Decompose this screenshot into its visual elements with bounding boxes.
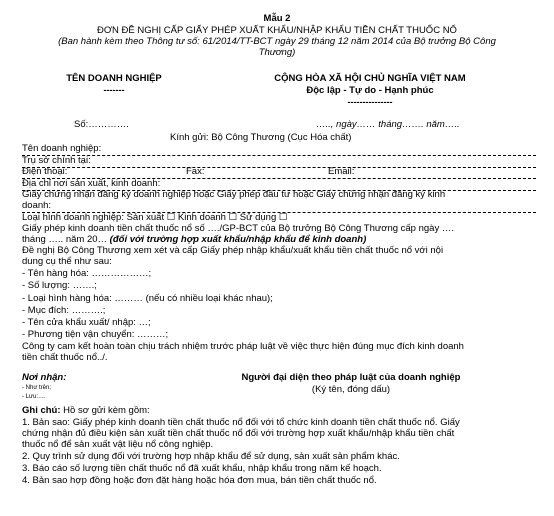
fax-field-label: Fax: xyxy=(186,166,205,177)
form-number: Mẫu 2 xyxy=(263,13,291,24)
note-line: 3. Báo cáo số lượng tiền chất thuốc nổ đã xuất khẩu, nhập khẩu trong năm kế hoạch. xyxy=(22,463,382,474)
motto-separator: --------------- xyxy=(347,97,393,107)
commitment-line-1: Công ty cam kết hoàn toàn chịu trách nhiệm trước pháp luật về việc thực hiện đúng mục đích kinh doanh xyxy=(22,341,464,352)
recipient-item: - Lưu:…. xyxy=(22,394,46,400)
item-goods-name: - Tên hàng hóa: ………………; xyxy=(22,268,152,279)
registration-cert-line-2: doanh: xyxy=(22,200,52,211)
item-goods-type: - Loại hình hàng hóa: ……… (nếu có nhiều loại khác nhau); xyxy=(22,293,273,304)
national-motto: Độc lập - Tự do - Hạnh phúc xyxy=(306,85,434,96)
notes-intro: Hồ sơ gửi kèm gồm: xyxy=(60,405,150,416)
note-line: 4. Bản sao hợp đồng hoặc đơn đặt hàng hoặc hóa đơn mua, bán tiền chất thuốc nổ. xyxy=(22,475,377,486)
item-quantity: - Số lượng: …….; xyxy=(22,280,97,291)
document-number: Số:…………. xyxy=(74,119,129,130)
note-line: 2. Quy trình sử dụng đối với trường hợp nhập khẩu để sử dụng, sản xuất sản phẩm khác. xyxy=(22,451,400,462)
note-line: chứng nhận đủ điều kiện sản xuất tiền chất thuốc nổ đối với trường hợp xuất khẩu/nhập khẩu tiền chất xyxy=(22,428,455,439)
item-border-gate: - Tên cửa khẩu xuất/ nhập: …; xyxy=(22,317,151,328)
email-field-label: Email: xyxy=(328,166,355,177)
head-office-field-label: Trụ sở chính tại: xyxy=(22,155,91,166)
recipients-label: Nơi nhận: xyxy=(22,372,67,383)
item-transport: - Phương tiện vận chuyển: ………; xyxy=(22,329,169,340)
company-name-label: TÊN DOANH NGHIỆP xyxy=(66,73,162,84)
note-line: thuốc nổ để sản xuất vật liệu nổ công nghiệp. xyxy=(22,439,214,450)
item-purpose: - Mục đích: ……….; xyxy=(22,305,106,316)
company-name-field-line xyxy=(22,155,536,156)
form-title: ĐƠN ĐỀ NGHỊ CẤP GIẤY PHÉP XUẤT KHẨU/NHẬP KHẨU TIỀN CHẤT THUỐC NỔ xyxy=(97,25,457,36)
signature-title: Người đại diện theo pháp luật của doanh nghiệp xyxy=(241,372,461,383)
recipient-item: - Như trên; xyxy=(22,385,52,391)
head-office-field-line xyxy=(22,167,536,168)
license-line-1: Giấy phép kinh doanh tiền chất thuốc nổ số …./GP-BCT của Bộ trưởng Bộ Công Thương cấp ngày …. xyxy=(22,223,454,234)
signature-note: (Ký tên, đóng dấu) xyxy=(311,384,391,395)
business-type: Loại hình doanh nghiệp: Sản xuất ☐ Kinh doanh ☐ Sử dụng ☐ xyxy=(22,212,288,223)
addressee: Kính gửi: Bộ Công Thương (Cục Hóa chất) xyxy=(170,132,352,143)
request-line-2: dung cụ thể như sau: xyxy=(22,256,112,267)
document-date: ….., ngày…… tháng……. năm….. xyxy=(316,119,460,130)
notes-label: Ghi chú: xyxy=(22,405,61,416)
business-location-label: Địa chỉ nơi sản xuất, kinh doanh: xyxy=(22,178,161,189)
request-line-1: Đề nghị Bộ Công Thương xem xét và cấp Giấy phép nhập khẩu/xuất khẩu tiền chất thuốc nổ với nội xyxy=(22,245,444,256)
commitment-line-2: tiền chất thuốc nổ../. xyxy=(22,352,108,363)
notes-heading xyxy=(22,406,150,416)
license-condition-note: (đối với trường hợp xuất khẩu/nhập khẩu để kinh doanh) xyxy=(109,234,367,245)
license-line-2 xyxy=(22,235,366,245)
company-name-field-label: Tên doanh nghiệp: xyxy=(22,143,102,154)
company-separator: ------- xyxy=(103,85,125,95)
note-line: 1. Bản sao: Giấy phép kinh doanh tiền chất thuốc nổ đối với tổ chức kinh doanh tiền chất thuốc nổ. Giấy xyxy=(22,417,460,428)
nation-title: CỘNG HÒA XÃ HỘI CHỦ NGHĨA VIỆT NAM xyxy=(274,73,466,84)
issued-by-line-2: Thương) xyxy=(258,47,296,58)
registration-cert-line-1: Giấy chứng nhận đăng ký doanh nghiệp hoặc Giấy phép đầu tư hoặc Giấy chứng nhận đăng ký kinh xyxy=(22,189,446,200)
phone-field-label: Điện thoại: xyxy=(22,166,68,177)
license-date-text: tháng ….. năm 20… xyxy=(22,234,110,245)
issued-by-line-1: (Ban hành kèm theo Thông tư số: 61/2014/TT-BCT ngày 29 tháng 12 năm 2014 của Bộ trưởng Bộ Công xyxy=(58,36,496,47)
